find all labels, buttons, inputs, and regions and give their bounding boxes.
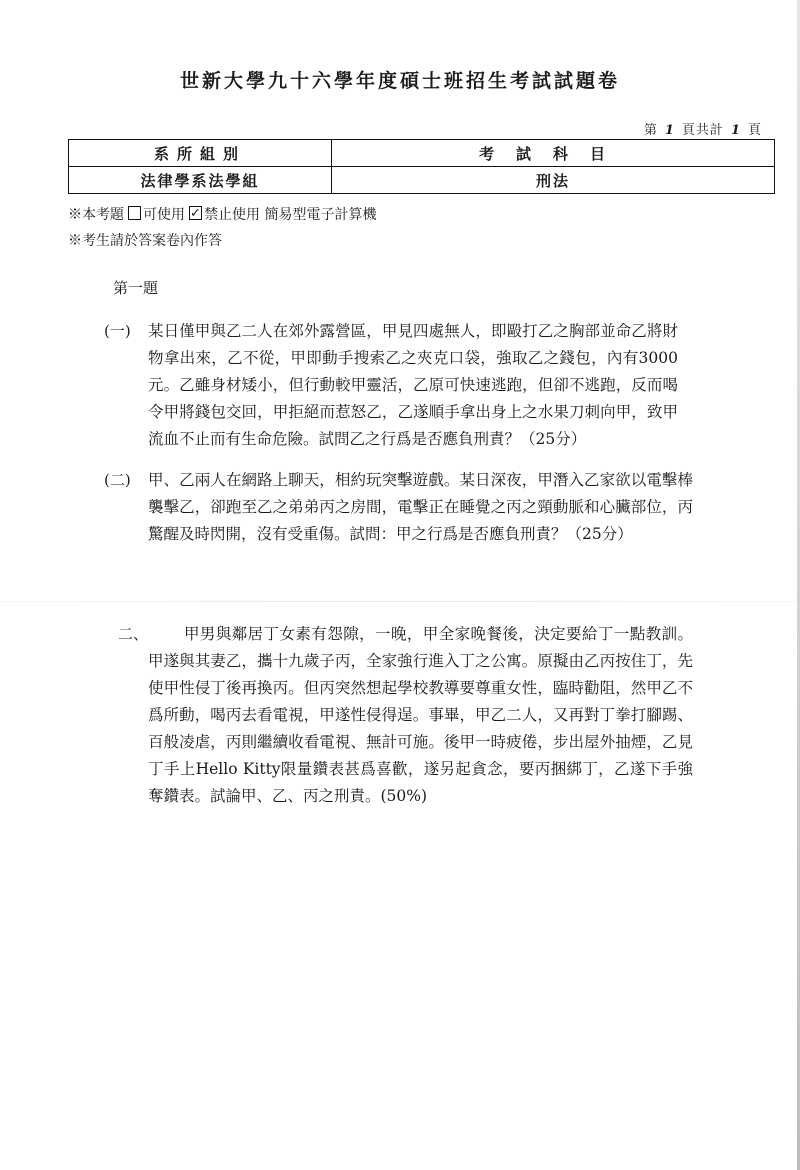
question-label: (一) [104, 322, 131, 340]
page-middle: 頁共計 [681, 123, 724, 138]
question-text: 甲、乙兩人在網路上聊天，相約玩突擊遊戲。某日深夜，甲潛入乙家欲以電擊棒襲擊乙，卻跑至乙之弟弟丙之房間，電擊正在睡覺之丙之頸動脈和心臟部位，丙驚醒及時閃開，沒有受重傷。試問：甲之行爲是否應負刑責？（25分） [148, 471, 693, 543]
page-prefix: 第 [643, 123, 658, 138]
allowed-checkbox [128, 206, 141, 220]
option-forbidden: 禁止使用 [204, 207, 260, 223]
page-suffix: 頁 [747, 123, 762, 138]
question-text: 甲男與鄰居丁女素有怨隙，一晚，甲全家晚餐後，決定要給丁一點教訓。甲遂與其妻乙，攜十九歲子丙，全家強行進入丁之公寓。原擬由乙丙按住丁，先使甲性侵丁後再換丙。但丙突然想起學校教導要尊重女性，臨時勸阻，然甲乙不爲所動，喝丙去看電視，甲遂性侵得逞。事畢，甲乙二人，又再對丁拳打腳踢、百般凌虐，丙則繼續收看電視、無計可施。後甲一時疲倦，步出屋外抽煙，乙見丁手上Hello Kitty限量鑽表甚爲喜歡，遂另起貪念，要丙捆綁丁，乙遂下手強奪鑽表。試論甲、乙、丙之刑責。(50%) [148, 625, 693, 805]
subject-value: 刑法 [332, 167, 775, 194]
question-label: (二) [104, 471, 131, 489]
forbidden-checkbox [189, 206, 202, 220]
question-2 [118, 621, 693, 810]
answer-note: ※考生請於答案卷內作答 [68, 233, 222, 249]
option-allowed: 可使用 [143, 207, 185, 223]
page-current: 1 [664, 123, 675, 138]
header-table [68, 139, 775, 194]
exam-title: 世新大學九十六學年度碩士班招生考試試題卷 [179, 70, 620, 92]
exam-notes [68, 202, 376, 254]
question-1-1 [104, 318, 678, 453]
dept-label: 系所組別 [69, 140, 332, 167]
paper-fold-line [0, 601, 800, 602]
page-number-info [644, 119, 762, 138]
section-title: 第一題 [113, 279, 159, 297]
question-label: 二、 [118, 625, 149, 643]
page-total: 1 [730, 123, 741, 138]
calc-suffix: 簡易型電子計算機 [264, 207, 377, 223]
calculator-note [68, 202, 376, 228]
calc-prefix: ※本考題 [68, 207, 124, 223]
dept-value: 法律學系法學組 [69, 167, 332, 194]
question-1-2 [104, 467, 693, 548]
subject-label: 考試科目 [332, 140, 775, 167]
question-text: 某日僅甲與乙二人在郊外露營區，甲見四處無人，即毆打乙之胸部並命乙將財物拿出來，乙不從，甲即動手搜索乙之夾克口袋，強取乙之錢包，內有3000元。乙雖身材矮小，但行動較甲靈活，乙原可快速逃跑，但卻不逃跑，反而喝令甲將錢包交回，甲拒絕而惹怒乙，乙遂順手拿出身上之水果刀刺向甲，致甲流血不止而有生命危險。試問乙之行爲是否應負刑責？（25分） [148, 322, 678, 448]
